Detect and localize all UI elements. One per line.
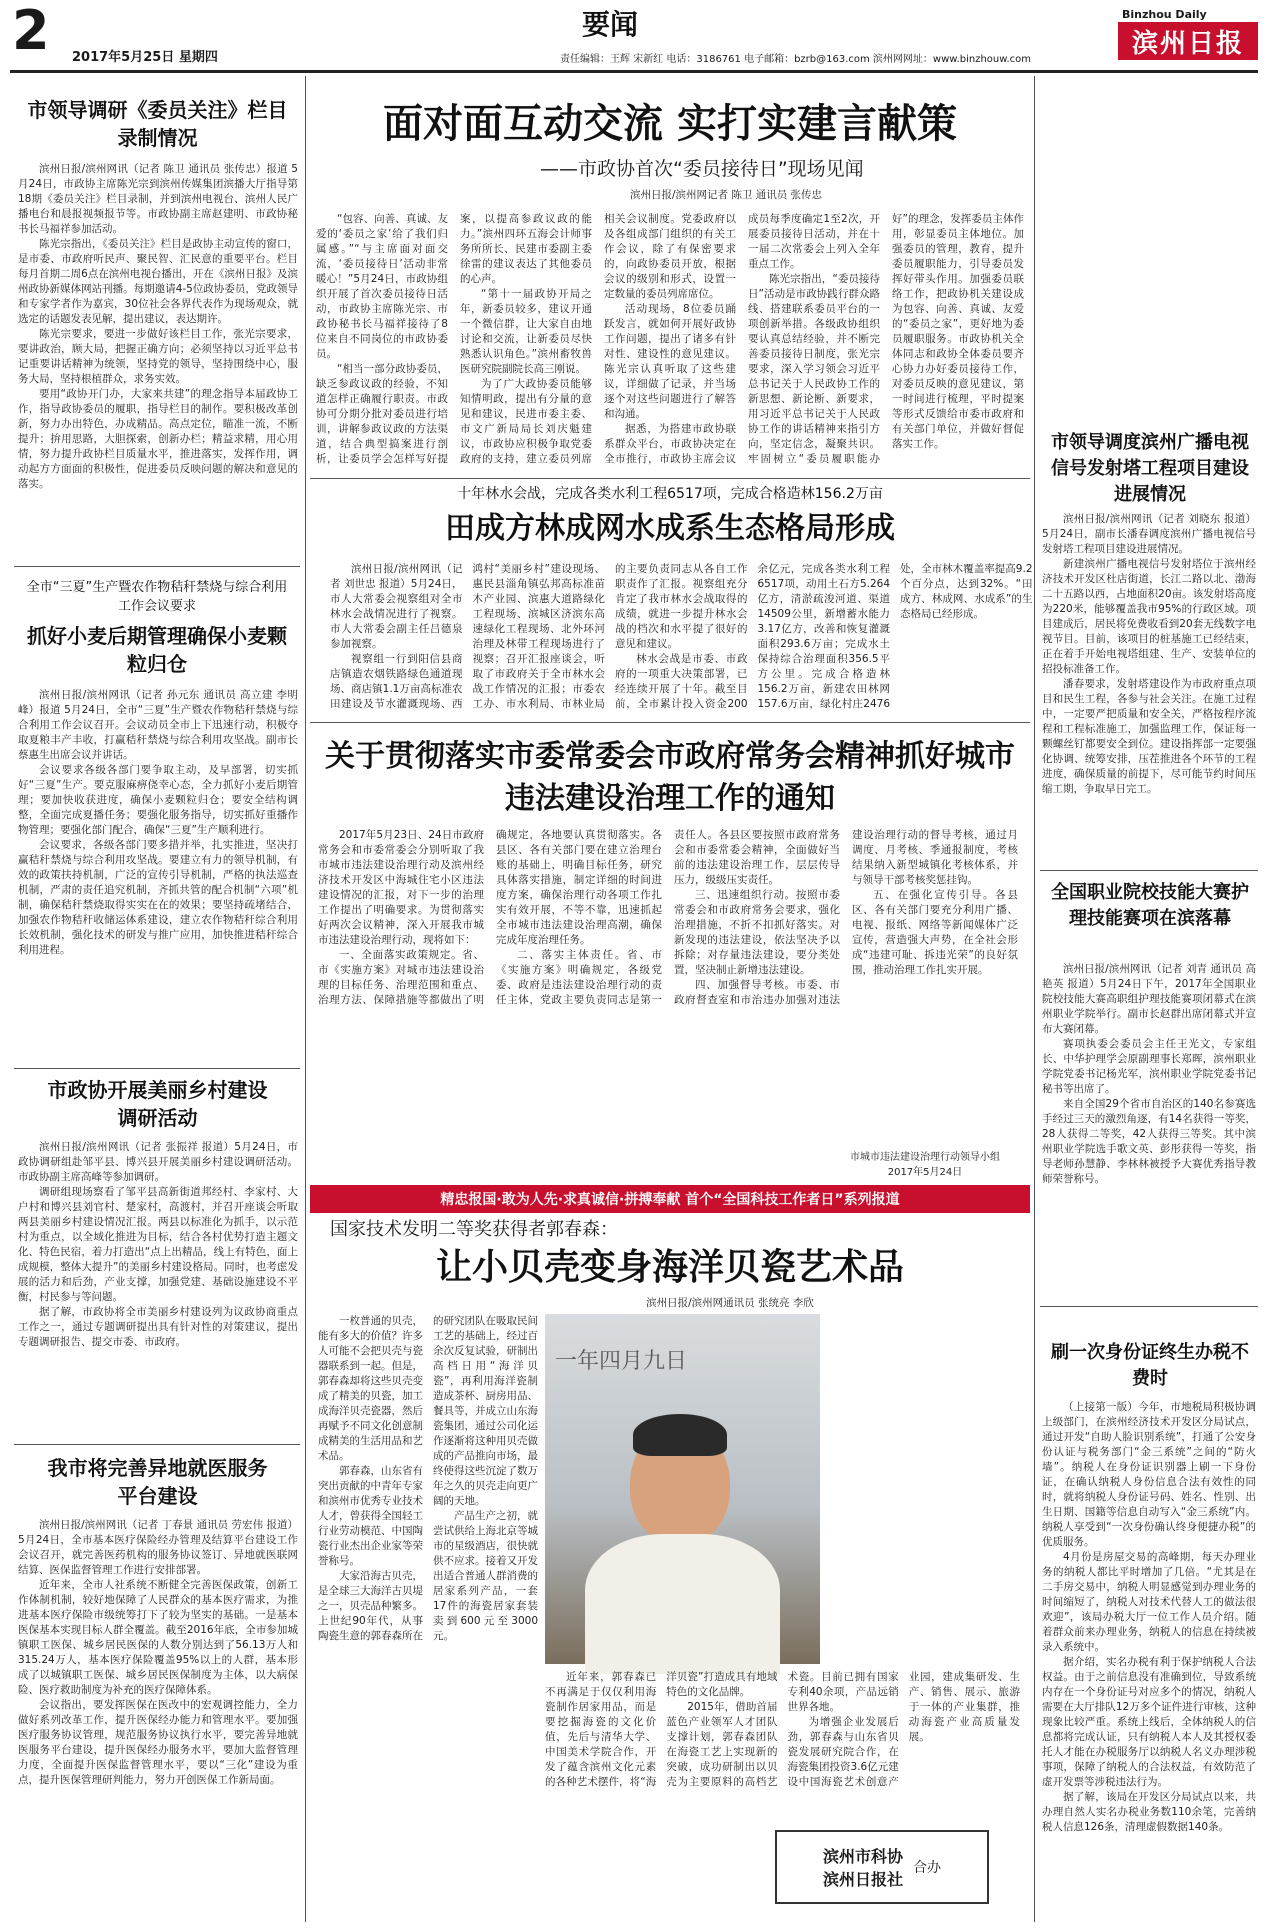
left-article-1-body: 滨州日报/滨州网讯（记者 陈卫 通讯员 张传忠）报道 5月24日，市政协主席陈光宗到滨州传媒集团滨播大厅指导第18期《委员关注》栏目录制，并到滨州电视台、滨州人民广播电台和晨报视频报节等。市政协副主席赵建明、市政协秘书长马福祥参加活动。 陈光宗指出，《委员关注》栏目是政协主动宣传的窗口，是市委、市政府听民声、聚民智、汇民意的重要平台。栏目每月首期二周6点在滨州电视台播出，开在《滨州日报》及滨州政协新媒体网站刊播。每期邀请4-5位政协委员，党政领导和专家学者作为嘉宾，30位社会各界代表作为现场观众，就选定的话题发表见解，提出建议，表达期许。 陈光宗要求，要进一步做好该栏目工作，张光宗要求，要讲政治，顾大局，把握正确方向；必须坚持以习近平总书记重要讲话精神为统领，坚持党的领导，坚持围绕中心，服务大局，坚持根植群众，求务实效。 要用“政协开门办，大家来共建”的理念指导本届政协工作，指导政协委员的履职，指导栏目的制作。要积极改革创新，努力办出特色，办成精品。高点定位，瞄准一流，不断提升；拚用思路，大胆探索，创新办栏；精益求精，用心用情，努力提升政协栏目质量水平，推进落实，发挥作用，调动起方方面面的积极性，促进委员反映问题的解决和意见的落实。 bbox=[18, 163, 298, 490]
right-article-3-body: （上接第一版）今年，市地税局积极协调上级部门，在滨州经济技术开发区分局试点，通过开发“自助人脸识别系统”，打通了公安身份认证与税务部门“金三系统”之间的“防火墙”。纳税人在身份证识别器上刷一下身份证，在确认纳税人身份信息合法有效性的同时，就将纳税人身份证号码、姓名、性别、出生日期、国籍等信息自动写入“金三系统”内。纳税人享受到“一次身份确认终身便捷办税”的优质服务。 4月份是房屋交易的高峰期，每天办理业务的纳税人都比平时增加了几倍。“尤其是在二手房交易中，纳税人明显感觉到办理业务的时间缩短了，纳税人对技术代替人工的做法很欢迎”，该局办税大厅一位工作人员介绍。随着群众前来办理业务，纳税人的信息在持续被录入系统中。 据介绍，实名办税有利于保护纳税人合法权益。由于之前信息没有准确到位，导致系统内存在一个身份证号对应多个的情况，纳税人需要在大厅排队12万多个证件进行审核，这种现象比较严重。系统上线后，全体纳税人的信息都将完成认证，只有纳税人本人及其授权委托人才能在办税服务厅以纳税人名义办理涉税事项，保障了纳税人的合法权益，有效防范了虚开发票等涉税违法行为。 据了解，该局在开发区分局试点以来，共办理自然人实名办税业务数110余笔，完善纳税人信息126条，清理虚假数据140条。 bbox=[1042, 1401, 1256, 1833]
right-article-1-title: 市领导调度滨州广播电视信号发射塔工程项目建设进展情况 bbox=[1051, 432, 1249, 505]
left-article-4-title: 我市将完善异地就医服务平台建设 bbox=[47, 1456, 268, 1508]
photo-wall-calligraphy: 一年四月九日 bbox=[555, 1349, 688, 1374]
right-separator-1 bbox=[1040, 870, 1258, 871]
paper-name-cn: 滨州日报 bbox=[1131, 28, 1244, 59]
right-article-3-title: 刷一次身份证终生办税不费时 bbox=[1051, 1342, 1249, 1389]
lead-subtitle: ——市政协首次“委员接待日”现场见闻 bbox=[540, 158, 864, 180]
lead-title: 面对面互动交流 实打实建言献策 bbox=[383, 101, 957, 147]
right-separator-2 bbox=[1040, 1306, 1258, 1307]
left-article-3-body: 滨州日报/滨州网讯（记者 张振祥 报道）5月24日，市政协调研组赴邹平县、博兴县开展美丽乡村建设调研活动。市政协副主席高峰等参加调研。 调研组现场察看了邹平县高新街道邦经村、李家村、大户村和博兴县刘官村、楚家村，高渡村，并召开座谈会听取两县美丽乡村建设情况汇报。两县以标准化为抓手，以示范村为重点，以全域化推进为目标，结合各村优势打造主题文化、特色民宿，着力打造出“点上出精品，线上有特色，面上成规模，整体大提升”的美丽乡村建设格局。同时，也考虑发展的活力和后劲，产业支撑，加强党建、基础设施建设不平衡，村民参与等问题。 据了解，市政协将全市美丽乡村建设列为议政协商重点工作之一，通过专题调研提出具有针对性的对策建议，提出专题调研报告、提交市委、市政府。 bbox=[18, 1141, 298, 1348]
right-column-divider bbox=[1034, 76, 1035, 1922]
shell-body-right: 近年来，郭春森已不再满足于仅仅利用海瓷制作居家用品，而是要挖掘海瓷的文化价值，先后与清华大学、中国美术学院合作，开发了蕴含滨州文化元素的各种艺术摆件，将“海洋贝瓷”打造成具有地域特色的文化品牌。 2015年，借助首届蓝色产业领军人才团队支撑计划，郭春森团队在海瓷工艺上实现新的突破，成功研制出以贝壳为主要原料的高档艺术瓷。目前已拥有国家专利40余项，产品远销世界各地。 为增强企业发展后劲，郭春森与山东省贝瓷发展研究院合作，在海瓷集团投资3.6亿元建设中国海瓷艺术创意产业园，建成集研发、生产、销售、展示、旅游于一体的产业集群，推动海瓷产业高质量发展。 bbox=[545, 1671, 1020, 1788]
masthead-logo bbox=[1118, 22, 1258, 60]
shell-kicker: 国家技术发明二等奖获得者郭春森： bbox=[330, 1219, 618, 1240]
shell-photo bbox=[545, 1314, 820, 1664]
left-article-2-kicker: 全市“三夏”生产暨农作物秸秆禁烧与综合利用工作会议要求 bbox=[26, 580, 288, 614]
forest-body: 滨州日报/滨州网讯（记者 刘世忠 报道）5月24日，市人大常委会视察组对全市林水会战情况进行了视察。市人大常委会副主任吕德泉参加视察。 视察组一行到阳信县商店镇造农烟铁路绿色通道现场、商店镇1.1万亩高标准农田建设及节水灌溉现场、西鸿村“美丽乡村”建设现场、惠民县淄角镇弘邦高标准苗木产业园、滨惠大道路绿化工程现场、滨城区济滨东高速绿化工程现场、北外环河治理及林带工程现场进行了视察；召开汇报座谈会，听取了市政府关于全市林水会战工作情况的汇报；市委农工办、市水利局、市林业局的主要负责同志从各自工作职责作了汇报。视察组充分肯定了我市林水会战取得的成绩，就进一步提升林水会战的档次和水平提了很好的意见和建议。 林水会战是市委、市政府的一项重大决策部署，已经连续开展了十年。截至目前，全市累计投入资金200余亿元，完成各类水利工程6517项，动用土石方5.264亿方，清淤疏浚河道、渠道14509公里，新增蓄水能力3.17亿方，改善和恢复灌溉面积293.6万亩；完成水土保持综合治理面积356.5平方公里。完成合格造林156.2万亩，新建农田林网157.6万亩，绿化村庄2476处，全市林木覆盖率提高9.2个百分点，达到32%。“田成方、林成网、水成系”的生态格局已经形成。 bbox=[330, 563, 1033, 710]
issue-date: 2017年5月25日 星期四 bbox=[72, 50, 218, 65]
lead-body: “包容、向善、真诚、友爱的‘委员之家’给了我们归属感。”“与主席面对面交流，‘委员接待日’活动非常暖心！”5月24日，市政协组织开展了首次委员接待日活动，市政协主席陈光宗、市政协秘书长马福祥接待了8位来自不同岗位的市政协委员。 “相当一部分政协委员，缺乏参政议政的经验，不知道怎样正确履行职责。市政协可分期分批对委员进行培训，讲解参政议政的方法渠道，结合典型搞案进行剖析，让委员学会怎样写好提案，以提高参政议政的能力。”滨州四环五海会计师事务所所长、民建市委副主委徐雷的建议表达了其他委员的心声。 “第十一届政协开局之年，新委员较多，建议开通一个微信群，让大家自由地讨论和交流，让新委员尽快熟悉认识角色。”滨州畜牧兽医研究院副院长高三刚说。 为了广大政协委员能够知情明政，提出有分量的意见和建议，民进市委主委、市文广新局局长刘庆魁建议，市政协应积极争取党委政府的支持，建立委员列席相关会议制度。党委政府以及各组成部门组织的有关工作会议，除了有保密要求的，向政协委员开放，根据会议的级别和形式，设置一定数量的委员列席席位。 活动现场，8位委员踊跃发言，就如何开展好政协工作问题，提出了诸多有针对性、建设性的意见建议。陈光宗认真听取了这些建议，详细做了记录，并当场逐个对这些问题进行了解答和沟通。 据悉，为搭建市政协联系群众平台，市政协决定在全市推行，市政协主席会议成员每季度确定1至2次，开展委员接待日活动，并在十一届二次常委会上列入全年重点工作。 陈光宗指出，“委员接待日”活动是市政协践行群众路线、搭建联系委员平台的一项创新举措。各级政协组织要认真总结经验，并不断完善委员接待日制度，张光宗要求，深入学习领会习近平总书记关于人民政协工作的新思想、新论断、新要求，用习近平总书记关于人民政协工作的讲话精神来指引方向，坚定信念，凝聚共识。牢固树立“委员履职能办好”的理念，发挥委员主体作用，彰显委员主体地位。加强委员的管理，教育，提升委员履职能力，引导委员发挥好带头作用。加强委员联络工作，把政协机关建设成为包容、向善、真诚、友爱的“委员之家”，更好地为委员履职服务。市政协机关全体同志和政协全体委员要齐心协力办好委员接待工作，对委员反映的意见建议，第一时间进行梳理，平时提案等形式反馈给市委市政府和有关部门单位，并做好督促落实工作。 bbox=[316, 213, 1024, 465]
notice-body: 2017年5月23日、24日市政府常务会和市委常委会分别听取了我市城市违法建设治理行动及滨州经济技术开发区中海城住宅小区违法建设情况的汇报，对下一步的治理工作提出了明确要求。为贯彻落实好两次会议精神，深入开展我市城市违法建设治理行动，现将如下： 一、全面落实政策规定。省、市《实施方案》对城市违法建设治理的目标任务、治理范围和重点、治理方法、保障措施等都做出了明确规定，各地要认真贯彻落实。各县区、各有关部门要在建立治理台账的基础上，明确目标任务，研究具体落实措施，制定详细的时间进度方案，确保治理行动各项工作扎实有效开展，不等不靠，迅速抓起全市城市违法建设治理高潮，确保完成年度治理任务。 二、落实主体责任。省、市《实施方案》明确规定，各级党委、政府是违法建设治理行动的责任主体，党政主要负责同志是第一责任人。各县区要按照市政府常务会和市委常委会精神，全面做好当前的违法建设治理工作，层层传导压力，级级压实责任。 三、迅速组织行动。按照市委常委会和市政府常务会要求，强化治理措施，不折不扣抓好落实。对新发现的违法建设，依法坚决予以拆除；对存量违法建设，要分类处置，坚决制止新增违法建设。 四、加强督导考核。市委、市政府督查室和市治违办加强对违法建设治理行动的督导考核，通过月调度、月考核、季通报制度，考核结果纳入新型城镇化考核体系，并与领导干部考核奖惩挂钩。 五、在强化宣传引导。各县区、各有关部门要充分利用广播、电视、报纸、网络等新闻媒体广泛宣传，营造强大声势，在全社会形成“违建可耻、拆违光荣”的良好氛围，推动治理工作扎实开展。 bbox=[318, 829, 1018, 1006]
right-article-1-body: 滨州日报/滨州网讯（记者 刘晓东 报道）5月24日，副市长潘春调度滨州广播电视信号发射塔工程项目建设进展情况。 新建滨州广播电视信号发射塔位于滨州经济技术开发区杜店街道，长江二路以北、渤海二十五路以西，占地面积20亩。该发射塔高度为220米，能够覆盖我市95%的行政区域。项目建成后，居民将免费收看到20套无线数字电视节目。目前，该项目的桩基施工已经结束，正在着手开始电视塔组建、生产、安装单位的招投标准备工作。 潘春要求，发射塔建设作为市政府重点项目和民生工程，各参与社会关注。在施工过程中，一定要严把质量和安全关，严格按程序流程和工程标准施工，加强监理工作，保证每一颗螺丝钉都要安全到位。建设指挥部一定要强化协调、统筹安排，压茬推进各个环节的工程进度，确保质量的前提下，尽可能节约时间压缩工期，争取早日完工。 bbox=[1042, 513, 1256, 795]
sponsor-1: 滨州市科协 bbox=[822, 1847, 903, 1866]
forest-separator bbox=[310, 722, 1030, 723]
left-separator-3 bbox=[14, 1444, 300, 1445]
left-article-2-title: 抓好小麦后期管理确保小麦颗粒归仓 bbox=[27, 624, 287, 676]
editor-line: 责任编辑：王辉 宋新红 电话：3186761 电子邮箱：bzrb@163.com 滨州网网址：www.binzhouw.com bbox=[560, 54, 1032, 65]
right-article-2-title: 全国职业院校技能大赛护理技能赛项在滨落幕 bbox=[1051, 882, 1249, 929]
photo-person-shirt bbox=[585, 1534, 780, 1674]
lead-byline: 滨州日报/滨州网记者 陈卫 通讯员 张传忠 bbox=[630, 189, 823, 201]
forest-kicker: 十年林水会战，完成各类水利工程6517项，完成合格造林156.2万亩 bbox=[457, 486, 883, 502]
notice-date: 2017年5月24日 bbox=[887, 1167, 963, 1178]
paper-name-en: Binzhou Daily bbox=[1122, 8, 1207, 21]
left-article-2-body: 滨州日报/滨州网讯（记者 孙元东 通讯员 高立建 李明峰）报道 5月24日，全市“三夏”生产暨农作物秸秆禁烧与综合利用工作会议召开。会议动员全市上下迅速行动，积极夺取夏粮丰产丰收，打赢秸秆禁烧与综合利用攻坚战。副市长蔡惠生出席会议并讲话。 会议要求各级各部门要争取主动，及早部署，切实抓好“三夏”生产。要克服麻痹侥幸心态，全力抓好小麦后期管理；要加快收获进度，确保小麦颗粒归仓；要安全结构调整，全面完成夏播任务；要强化服务指导，切实抓好重播作物管理；要强化部门配合，确保“三夏”生产顺利进行。 会议要求，各级各部门要多措并举，扎实推进，坚决打赢秸秆禁烧与综合利用攻坚战。要建立有力的领导机制，有效的政策扶持机制，广泛的宣传引导机制，严格的执法巡查机制，严肃的责任追究机制，齐抓共管的配合机制“六项”机制，确保秸秆禁烧取得实实在在的效果；要坚持疏堵结合，加强农作物秸秆收储运体系建设，建立农作物秸秆综合利用长效机制，强化技术的研发与推广应用，加快推进秸秆综合利用进程。 bbox=[18, 689, 298, 956]
series-banner bbox=[310, 1185, 1030, 1213]
notice-title: 关于贯彻落实市委常委会市政府常务会精神抓好城市违法建设治理工作的通知 bbox=[325, 739, 1015, 816]
shell-title: 让小贝壳变身海洋贝瓷艺术品 bbox=[435, 1247, 904, 1288]
header-rule bbox=[10, 70, 1258, 73]
shell-byline: 滨州日报/滨州网通讯员 张统亮 李欣 bbox=[646, 1297, 814, 1309]
sponsor-co-label: 合办 bbox=[913, 1860, 941, 1876]
photo-person-hair bbox=[633, 1414, 727, 1456]
notice-signer: 市城市违法建设治理行动领导小组 bbox=[850, 1152, 1000, 1163]
series-banner-text: 精忠报国·敢为人先·求真诚信·拼搏奉献 首个“全国科技工作者日”系列报道 bbox=[440, 1192, 900, 1208]
sponsor-box bbox=[775, 1830, 989, 1904]
left-article-4-body: 滨州日报/滨州网讯（记者 丁春景 通讯员 劳宏伟 报道）5月24日，全市基本医疗保险经办管理及结算平台建设工作会议召开，就完善医药机构的服务协议签订、异地就医联网结算、医保监督管理工作进行安排部署。 近年来，全市人社系统不断健全完善医保政策，创新工作体制机制，较好地保障了人民群众的基本医疗需求，为推进基本医疗保险市级统筹打下了较为坚实的基础。一是基本医保基本实现目标人群全覆盖。截至2016年底，全市参加城镇职工医保、城乡居民医保的人数分别达到了56.13万人和315.24万人，基本医疗保险覆盖95%以上的人群，基本形成了以城镇职工医保、城乡居民医保制度为主体，以大病保险、医疗救助制度为补充的医疗保障体系。 会议指出，要发挥医保在医改中的宏观调控能力，全力做好系列改革工作，提升医保经办能力和管理水平。要加强医疗服务协议管理，规范服务协议执行水平，要完善异地就医服务平台建设，提升医保经办服务水平，要加大监督管理力度，全面提升医保监督管理水平，要以“三化”建设为重点，提升医保管理研判能力，努力开创医保工作新局面。 bbox=[18, 1519, 298, 1786]
sponsor-2: 滨州日报社 bbox=[822, 1870, 903, 1889]
forest-title: 田成方林成网水成系生态格局形成 bbox=[445, 511, 895, 546]
shell-body-left: 一枚普通的贝壳，能有多大的价值？许多人可能不会把贝壳与瓷器联系到一起。但是，郭春森却将这些贝壳变成了精美的贝瓷，加工成海洋贝壳瓷器，然后再赋予不同文化创意制成精美的生活用品和艺术品。 郭春森，山东省有突出贡献的中青年专家和滨州市优秀专业技术人才，曾获得全国轻工行业劳动模范、中国陶瓷行业杰出企业家等荣誉称号。 大家沿海古贝壳，是全球三大海洋古贝堤之一，贝壳品种繁多。上世纪90年代，从事陶瓷生意的郭春森所在的研究团队在吸取民间工艺的基础上，经过百余次反复试验，研制出高档日用“海洋贝瓷”，再利用海洋瓷制造成茶杯、厨房用品、餐具等，并成立山东海瓷集团，通过公司化运作逐渐将这种用贝壳做成的产品推向市场，最终使得这些沉淀了数万年之久的贝壳走向更广阔的天地。 产品生产之初，就尝试供给上海北京等城市的星级酒店，很快就供不应求。接着又开发出适合普通人群消费的居家系列产品，一套17件的海瓷居家套装卖到600元至3000元。 bbox=[318, 1315, 538, 1642]
left-separator-1 bbox=[14, 566, 300, 567]
section-name: 要闻 bbox=[581, 8, 638, 41]
right-article-2-body: 滨州日报/滨州网讯（记者 刘青 通讯员 高艳英 报道）5月24日下午，2017年全国职业院校技能大赛高职组护理技能赛项闭幕式在滨州职业学院举行。副市长赵群出席闭幕式并宣布大赛闭幕。 赛项执委会委员会主任王光文，专家组长、中华护理学会原副理事长郑晖，滨州职业学院党委书记杨光军，滨州职业学院党委书记秘书等出席了。 来自全国29个省市自治区的140名参赛选手经过三天的激烈角逐，有14名获得一等奖，28人获得二等奖，42人获得三等奖。其中滨州职业学院选手歌文英、彭彤获得一等奖，指导老师孙慧静、李林林被授予大赛优秀指导教师荣誉称号。 bbox=[1042, 963, 1256, 1185]
left-article-3-title: 市政协开展美丽乡村建设调研活动 bbox=[47, 1078, 268, 1130]
page-number: 2 bbox=[12, 0, 50, 62]
lead-separator bbox=[310, 478, 1030, 479]
left-separator-2 bbox=[14, 1068, 300, 1069]
left-column-divider bbox=[305, 76, 306, 1922]
left-article-1-title: 市领导调研《委员关注》栏目录制情况 bbox=[27, 98, 288, 150]
